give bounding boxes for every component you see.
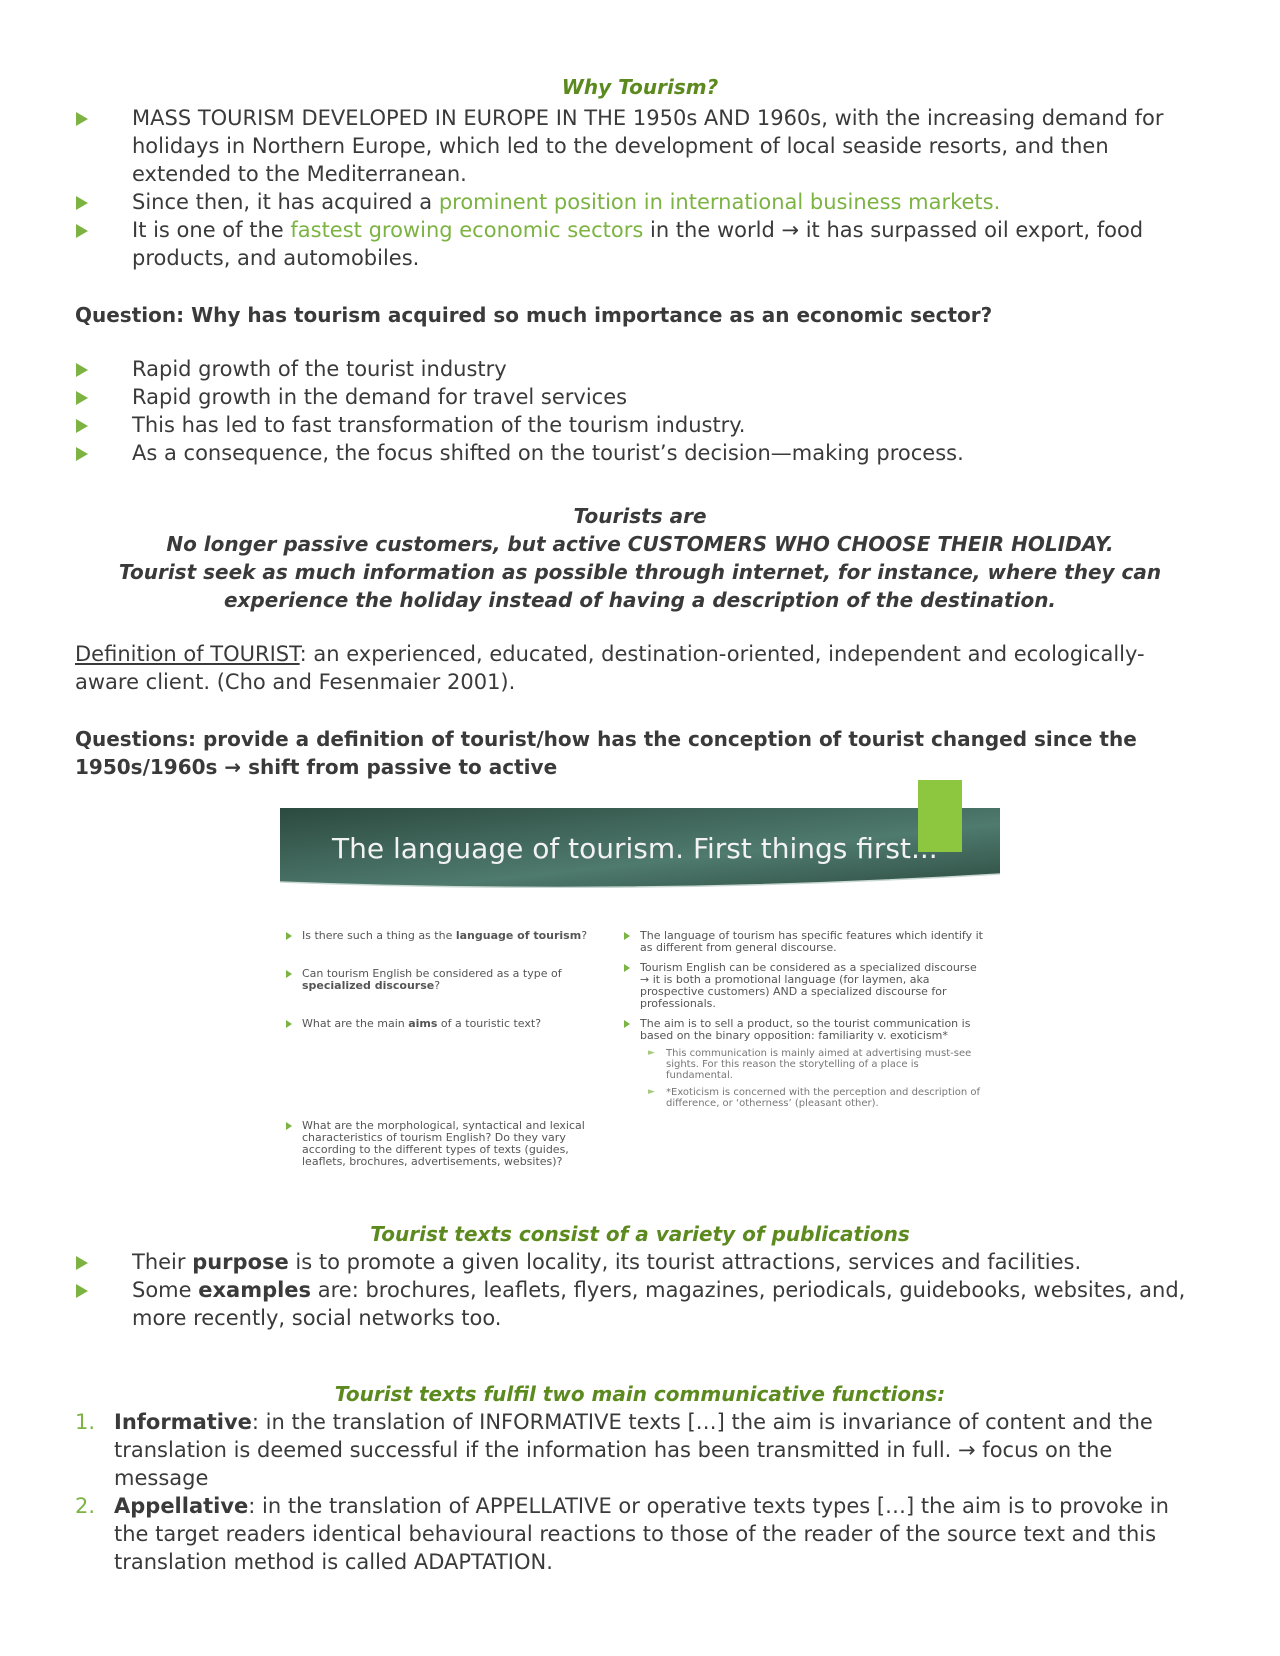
tourists-are-block: Tourists are No longer passive customers, but active CUSTOMERS WHO CHOOSE THEIR HOLIDAY. Tourist seek as much information as possible through internet, for instance, where they can experience the holiday instead of having a description of the destination. [118,504,1162,612]
bullet-arrow-icon [76,419,88,433]
section-title-functions: Tourist texts fulfil two main communicative functions: [334,1382,946,1406]
slide-sub-item: ► *Exoticism is concerned with the perception and description of difference, or ‘otherness’ (pleasant other). [648,1087,980,1109]
slide-list-item: The aim is to sell a product, so the tourist communication is based on the binary opposition: familiarity v. exoticism* [618,1018,988,1042]
list-item: This has led to fast transformation of the tourism industry. [75,411,1205,439]
list-item: Some examples are: brochures, leaflets, flyers, magazines, periodicals, guidebooks, websites, and, more recently, social networks too. [75,1276,1205,1332]
slide-list-item: Tourism English can be considered as a specialized discourse → it is both a promotional language (for laymen, aka prospective customers) AND a specialized discourse for professionals. [618,962,988,1010]
functions-list [75,1408,1205,1576]
slide-list-item: What are the morphological, syntactical and lexical characteristics of tourism English? Do they vary according to the different types of texts (guides, leaflets, brochures, advertisements, websites)? [280,1120,592,1168]
bullet-arrow-icon [76,1284,88,1298]
answers-list [75,355,1205,467]
bullet-arrow-icon [76,447,88,461]
slide-list-item: Is there such a thing as the language of tourism? [280,930,590,942]
slide-list-item: The language of tourism has specific features which identify it as different from general discourse. [618,930,988,954]
bullet-arrow-icon [76,391,88,405]
bullet-arrow-icon [76,112,88,126]
bullet-arrow-icon [76,224,88,238]
list-item: As a consequence, the focus shifted on the tourist’s decision—making process. [75,439,1205,467]
bullet-arrow-icon [286,1122,292,1130]
bullet-arrow-icon [286,932,292,940]
slide-right-column [618,930,988,1109]
bullet-arrow-icon [624,932,630,940]
slide-list-item: What are the main aims of a touristic text? [280,1018,590,1030]
bullet-arrow-icon [286,1020,292,1028]
definition-of-tourist: Definition of TOURIST: an experienced, educated, destination-oriented, independent and ecologically-aware client. (Cho and Fesenmaier 2001). [75,642,1145,694]
list-item: Rapid growth in the demand for travel services [75,383,1205,411]
bullet-arrow-icon [624,1020,630,1028]
embedded-slide-image [280,780,1000,1185]
slide-list-item: Can tourism English be considered as a type of specialized discourse? [280,968,590,992]
publications-list [75,1248,1205,1332]
list-item: Rapid growth of the tourist industry [75,355,1205,383]
list-item: 2. Appellative: in the translation of APPELLATIVE or operative texts types […] the aim is to provoke in the target readers identical behavioural reactions to those of the reader of the source text and this translation method is called ADAPTATION. [75,1494,1169,1574]
slide-left-column [280,930,590,1168]
list-item: Their purpose is to promote a given locality, its tourist attractions, services and facilities. [75,1248,1205,1276]
slide-sub-item: ► This communication is mainly aimed at advertising must-see sights. For this reason the storytelling of a place is fundamental. [648,1048,972,1081]
list-item: It is one of the fastest growing economic sectors in the world → it has surpassed oil export, food products, and automobiles. [75,216,1205,272]
list-item: Since then, it has acquired a prominent position in international business markets. [75,188,1205,216]
bullet-arrow-icon [76,1256,88,1270]
question-definition: Questions: provide a definition of tourist/how has the conception of tourist changed since the 1950s/1960s → shift from passive to active [75,727,1137,779]
bullet-arrow-icon [76,196,88,210]
section-title-why-tourism: Why Tourism? [561,75,719,99]
slide-title: The language of tourism. First things first... [332,832,938,865]
bullet-arrow-icon [286,970,292,978]
list-item: 1. Informative: in the translation of INFORMATIVE texts […] the aim is invariance of content and the translation is deemed successful if the information has been transmitted in full. → focus on the message [75,1410,1153,1490]
list-item: MASS TOURISM DEVELOPED IN EUROPE IN THE 1950s AND 1960s, with the increasing demand for holidays in Northern Europe, which led to the development of local seaside resorts, and then extended to the Mediterranean. [75,104,1205,188]
bullet-arrow-icon [76,363,88,377]
bullet-arrow-icon [624,964,630,972]
question-economic-sector: Question: Why has tourism acquired so much importance as an economic sector? [75,303,993,327]
why-tourism-list [75,104,1205,272]
section-title-publications: Tourist texts consist of a variety of publications [370,1222,910,1246]
